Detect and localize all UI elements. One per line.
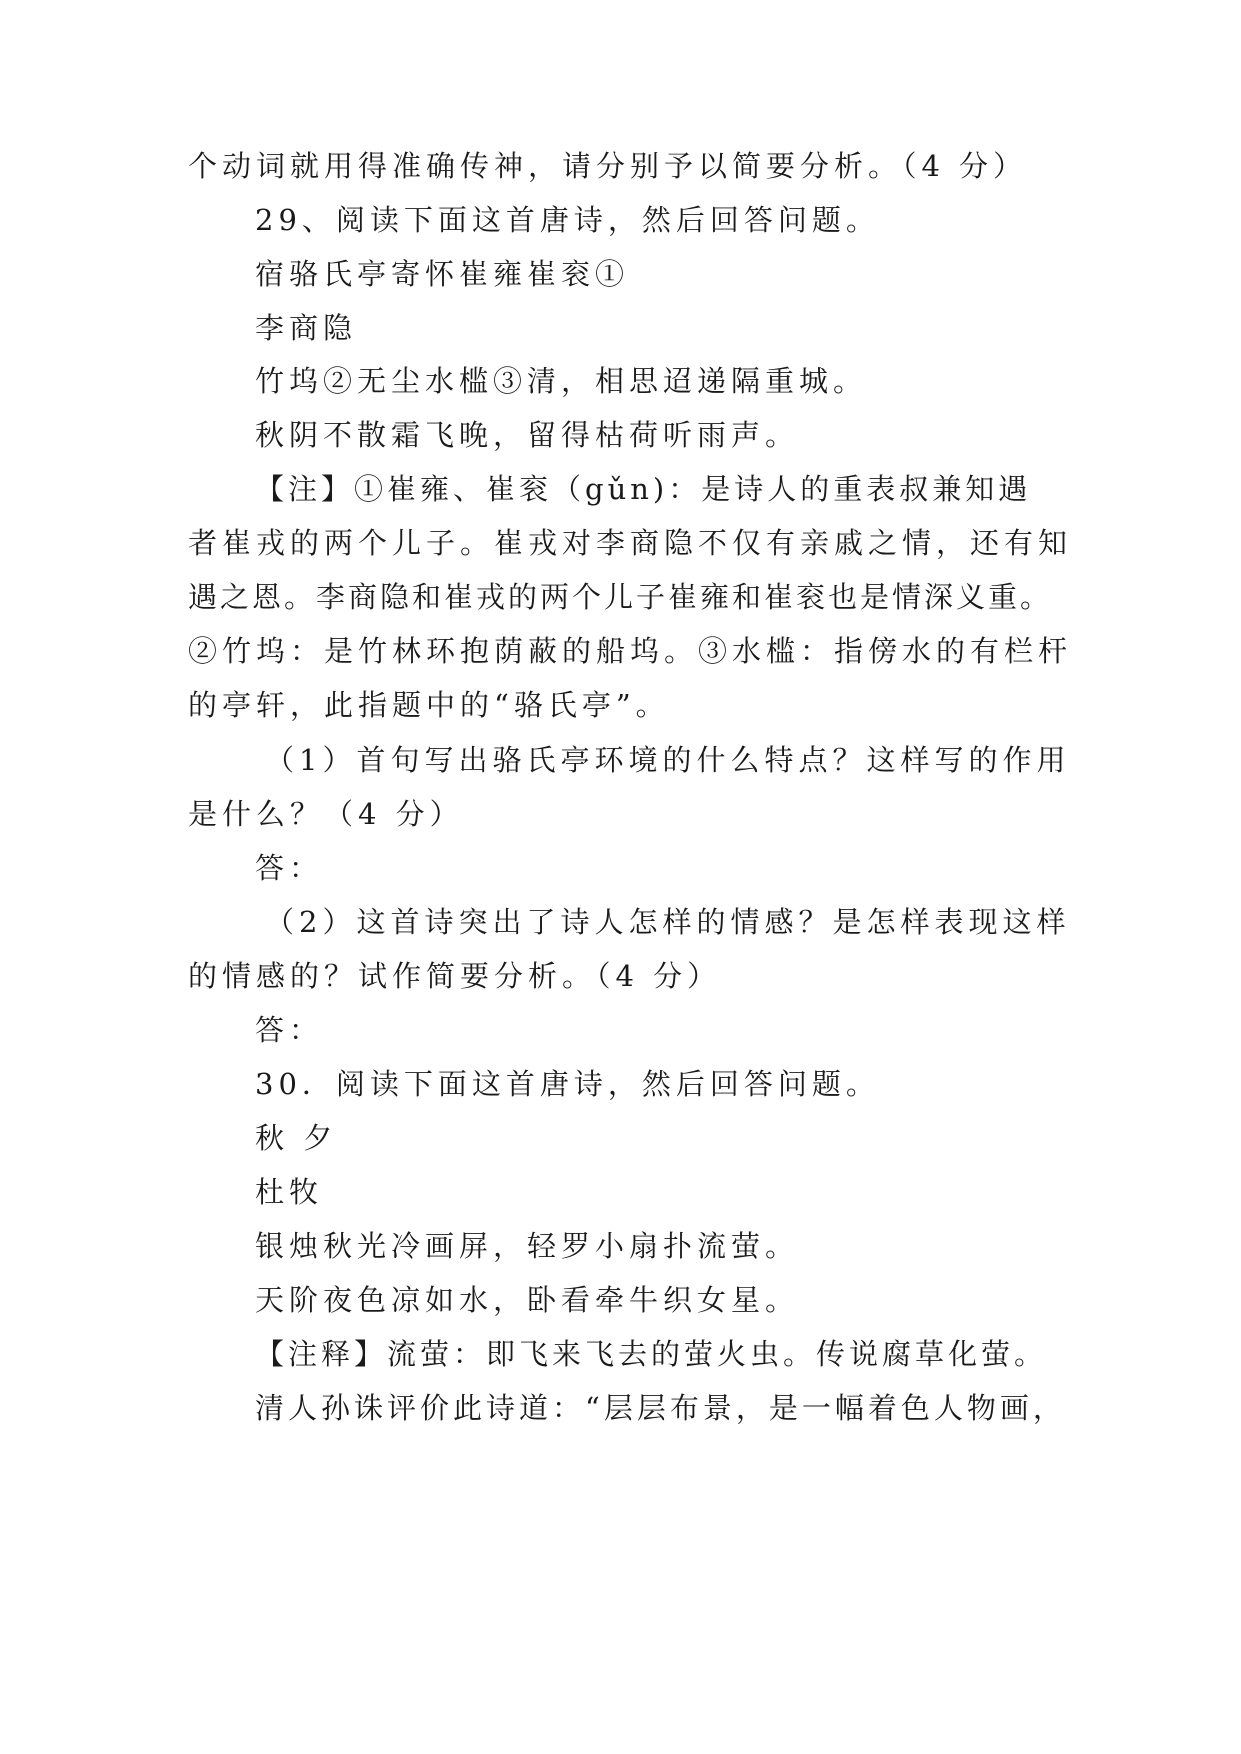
answer-label: 答： — [255, 851, 324, 885]
note-line: 者崔戎的两个儿子。崔戎对李商隐不仅有亲戚之情，还有知 — [188, 526, 1073, 560]
poem-line: 银烛秋光冷画屏，轻罗小扇扑流萤。 — [255, 1229, 800, 1263]
note-line: 【注释】流萤：即飞来飞去的萤火虫。传说腐草化萤。 — [255, 1337, 1048, 1371]
poem-line: 天阶夜色凉如水，卧看牵牛织女星。 — [255, 1283, 800, 1317]
note-line: 遇之恩。李商隐和崔戎的两个儿子崔雍和崔衮也是情深义重。 — [188, 580, 1053, 614]
answer-label: 答： — [255, 1013, 324, 1047]
poem-author: 杜牧 — [255, 1175, 324, 1209]
sub-question-2: （2）这首诗突出了诗人怎样的情感？是怎样表现这样 — [265, 905, 1071, 939]
note-line: ②竹坞：是竹林环抱荫蔽的船坞。③水槛：指傍水的有栏杆 — [188, 634, 1073, 668]
sub-question-2-continued: 的情感的？试作简要分析。（4 分） — [188, 959, 722, 993]
text-line: 清人孙诛评价此诗道：“层层布景，是一幅着色人物画， — [255, 1391, 1066, 1425]
sub-question-1: （1）首句写出骆氏亭环境的什么特点？这样写的作用 — [265, 743, 1071, 777]
question-30-heading: 30．阅读下面这首唐诗，然后回答问题。 — [255, 1067, 880, 1101]
poem-line: 竹坞②无尘水槛③清，相思迢递隔重城。 — [255, 364, 868, 398]
poem-line: 秋阴不散霜飞晚，留得枯荷听雨声。 — [255, 418, 800, 452]
poem-author: 李商隐 — [255, 311, 358, 345]
question-29-heading: 29、阅读下面这首唐诗，然后回答问题。 — [255, 203, 880, 237]
text-line-question-tail: 个动词就用得准确传神，请分别予以简要分析。（4 分） — [188, 149, 1028, 183]
poem-title: 秋 夕 — [255, 1121, 338, 1155]
sub-question-1-continued: 是什么？（4 分） — [188, 797, 464, 831]
poem-title: 宿骆氏亭寄怀崔雍崔衮① — [255, 257, 630, 291]
note-line: 【注】①崔雍、崔衮（gǔn)：是诗人的重表叔兼知遇 — [255, 472, 1032, 506]
note-line: 的亭轩，此指题中的“骆氏亭”。 — [188, 688, 670, 722]
